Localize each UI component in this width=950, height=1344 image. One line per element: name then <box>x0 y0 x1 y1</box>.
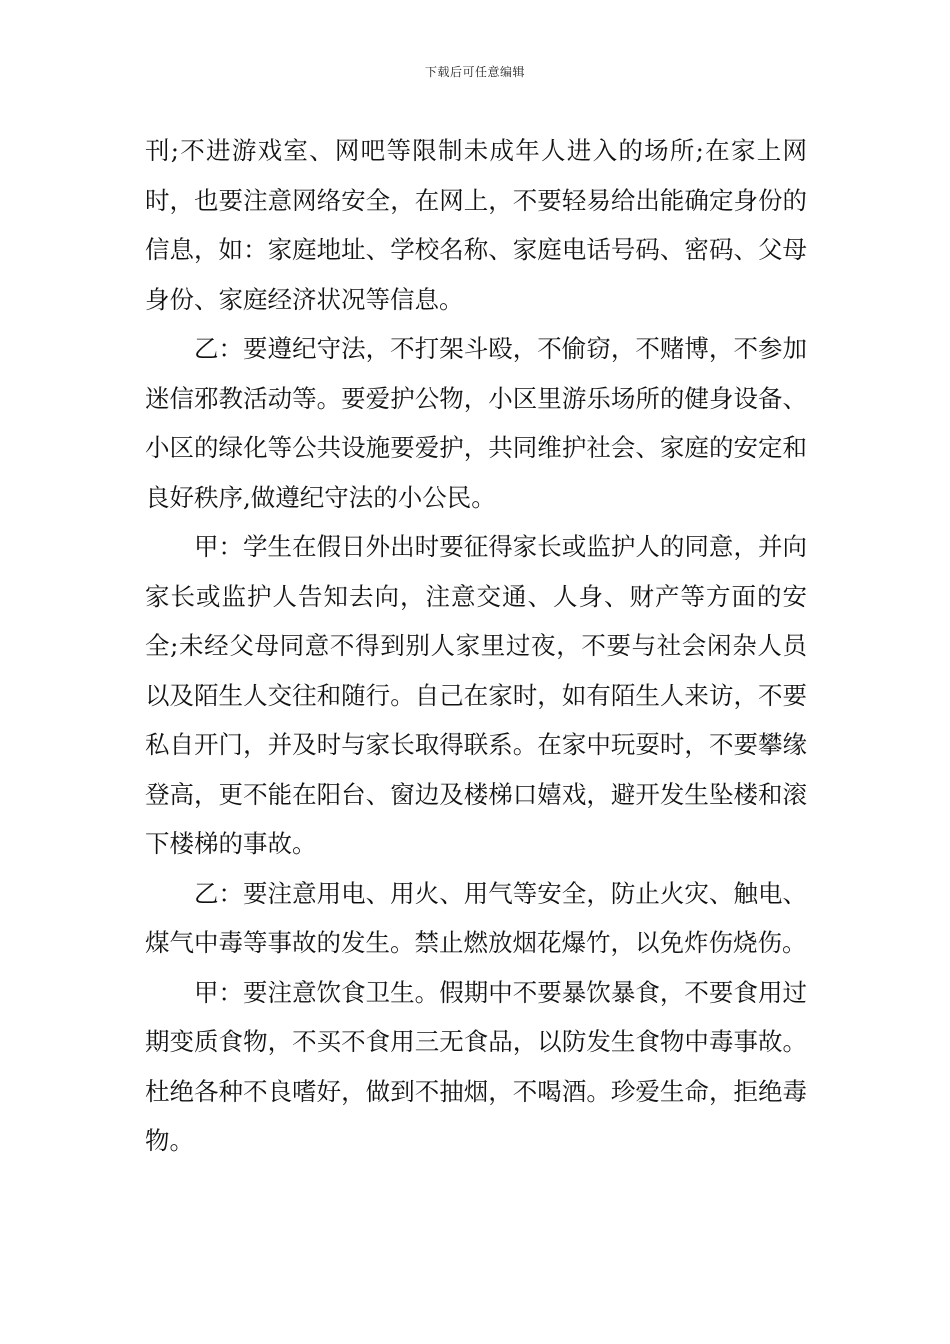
paragraph-5: 甲：要注意饮食卫生。假期中不要暴饮暴食，不要食用过期变质食物，不买不食用三无食品，以防发生食物中毒事故。杜绝各种不良嗜好，做到不抽烟，不喝酒。珍爱生命，拒绝毒物。 <box>145 977 807 1155</box>
paragraph-4: 乙：要注意用电、用火、用气等安全，防止火灾、触电、煤气中毒等事故的发生。禁止燃放烟花爆竹，以免炸伤烧伤。 <box>145 878 807 957</box>
paragraph-1: 刊;不进游戏室、网吧等限制未成年人进入的场所;在家上网时，也要注意网络安全，在网上，不要轻易给出能确定身份的信息，如：家庭地址、学校名称、家庭电话号码、密码、父母身份、家庭经济状况等信息。 <box>145 136 807 314</box>
page-header-note: 下载后可任意编辑 <box>424 65 525 79</box>
document-body <box>145 126 807 1166</box>
paragraph-2: 乙：要遵纪守法，不打架斗殴，不偷窃，不赌博，不参加迷信邪教活动等。要爱护公物，小区里游乐场所的健身设备、小区的绿化等公共设施要爱护，共同维护社会、家庭的安定和良好秩序,做遵纪守法的小公民。 <box>145 334 807 512</box>
paragraph-3: 甲：学生在假日外出时要征得家长或监护人的同意，并向家长或监护人告知去向，注意交通、人身、财产等方面的安全;未经父母同意不得到别人家里过夜，不要与社会闲杂人员以及陌生人交往和随行。自己在家时，如有陌生人来访，不要私自开门，并及时与家长取得联系。在家中玩耍时，不要攀缘登高，更不能在阳台、窗边及楼梯口嬉戏，避开发生坠楼和滚下楼梯的事故。 <box>145 532 807 858</box>
